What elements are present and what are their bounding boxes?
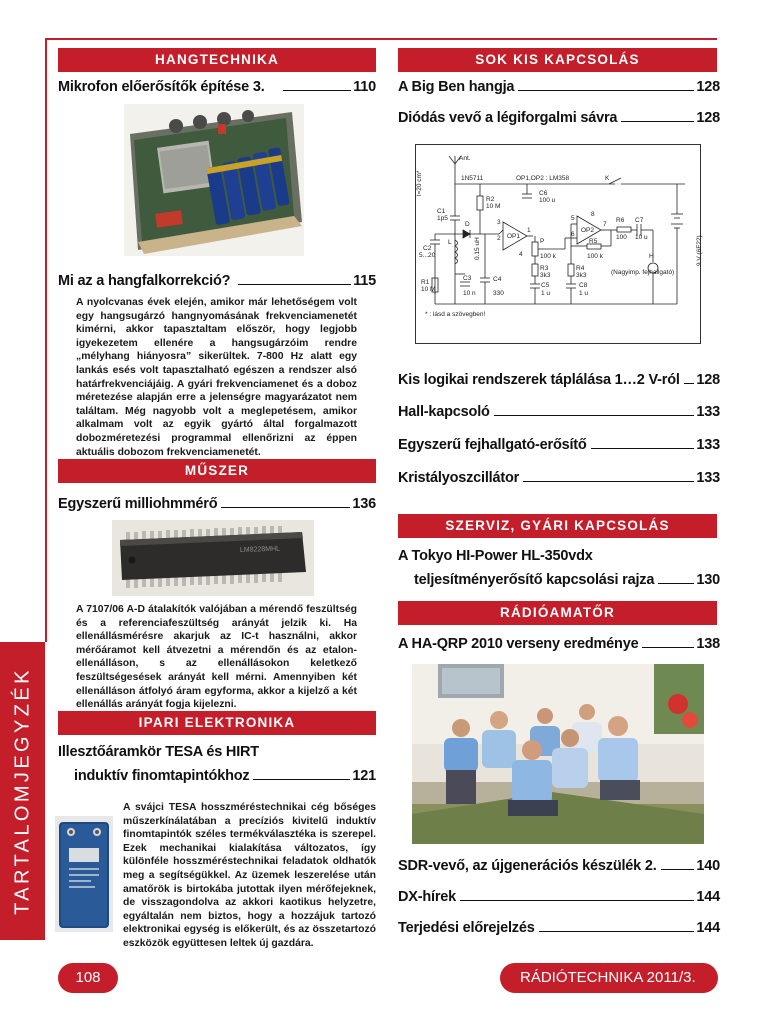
pin-label: 7 [603,221,607,228]
entry-page: 128 [696,372,720,388]
schematic-label: Ant. [459,155,471,162]
article-summary: A 7107/06 A-D átalakítók valójában a mérendő feszültség és a referenciafeszültség arányát jelzik ki. Ha ellenállásmérésre akarjuk az IC-t használni, akkor mérőáramot kell átvezetni a mérendőn és az etalon-ellenálláson, s az ellenállásokon keletkező feszültségesések arányát kell mérni. Amennyiben két ellenálláson átfolyó áram egyforma, akkor a kijelző a két ellenállás arányát fogja kijelezni. [76,604,357,711]
entry-page: 121 [352,768,376,784]
schematic-label: 3k3 [576,272,587,279]
schematic-label: 3k3 [540,272,551,279]
schematic-label: 10 M [421,286,436,293]
entry-page: 130 [696,572,720,588]
toc-entry[interactable] [398,110,720,126]
schematic-label: 330 [493,290,504,297]
leader-line [494,415,695,416]
entry-page: 128 [696,110,720,126]
section-ipari-elektronika: IPARI ELEKTRONIKA [58,711,376,735]
leader-line [658,583,694,584]
entry-title: Mi az a hangfalkorrekció? [58,273,231,289]
entry-page: 136 [352,496,376,512]
schematic-label: (Nagyimp. fejhallgató) [611,269,675,276]
schematic-label: 1 u [541,290,551,297]
entry-page: 115 [353,273,376,289]
entry-title: Hall-kapcsoló [398,404,490,420]
schematic-label: L [448,239,452,246]
entry-page: 133 [696,470,720,486]
pin-label: 2 [497,235,501,242]
entry-page: 133 [696,437,720,453]
toc-entry[interactable] [398,920,720,936]
toc-entry-title-line1[interactable] [398,548,720,564]
page-number-badge [58,963,118,993]
schematic-label: 1N5711 [461,175,484,182]
pin-label: 5 [571,215,575,222]
article-summary: A svájci TESA hosszméréstechnikai cég bőséges műszerkínálatában a precíziós kivitelű induktív finomtapintók széles termékválasztéka is szerepel. Ezek mechanikai kialakítása változatos, így különféle hosszméréstechnikai feladatok oldhatók meg a segítségükkel. Az üzemek leszerelése után amatőrök is birtokába jutottak ilyen mérőfejeknek, de visszagondolva az akkori kaotikus helyzetre, egyáltalán nem biztos, hogy a hozzájuk tartozó elektronikai egység is előkerült, és az összetartozó eszközök együttesen leltek új gazdára. [123,802,376,949]
leader-line [523,481,694,482]
schematic-label: D [465,221,470,228]
leader-line [539,931,695,932]
toc-entry[interactable] [398,470,720,486]
schematic-label: C4 [493,276,502,283]
toc-entry[interactable] [414,572,720,588]
schematic-label: R6 [616,217,625,224]
ic-chip-photo [112,520,314,596]
schematic-label: OP2 [581,227,595,234]
schematic-note: * : lásd a szövegben! [425,311,486,318]
toc-entry[interactable] [58,79,376,95]
entry-page: 140 [696,858,720,874]
schematic-label: C2 [423,245,432,252]
toc-entry[interactable] [74,768,376,784]
toc-entry[interactable] [398,858,720,874]
entry-title: A HA-QRP 2010 verseny eredménye [398,636,639,652]
schematic-label: R1 [421,279,430,286]
schematic-label: OP1,OP2 : LM358 [516,175,570,182]
toc-entry[interactable] [58,273,376,289]
entry-title: teljesítményerősítő kapcsolási rajza [414,572,655,588]
schematic-label: R5 [589,238,598,245]
toc-entry[interactable] [398,889,720,905]
schematic-label: R3 [540,265,549,272]
schematic-label: 9 V (6F22) [696,235,703,266]
leader-line [591,448,695,449]
toc-entry[interactable] [398,372,720,388]
section-sok-kis-kapcsolas: SOK KIS KAPCSOLÁS [398,48,717,72]
schematic-label: 100 u [539,197,556,204]
entry-title: Diódás vevő a légiforgalmi sávra [398,110,618,126]
schematic-label: R2 [486,196,495,203]
schematic-label: l=20 cm* [416,170,423,196]
entry-title: A Big Ben hangja [398,79,515,95]
entry-page: 144 [696,889,720,905]
schematic-label: C7 [635,217,644,224]
entry-title: Kristályoszcillátor [398,470,520,486]
schematic-label: C3 [463,275,472,282]
top-rule [45,38,717,40]
schematic-label: 10 u [635,234,648,241]
leader-line [460,900,694,901]
entry-title: Egyszerű fejhallgató-erősítő [398,437,587,453]
schematic-label: 1p5 [437,215,448,222]
schematic-label: C8 [579,282,588,289]
schematic-label: OP1 [507,233,521,240]
pin-label: 3 [497,219,501,226]
entry-title: Terjedési előrejelzés [398,920,535,936]
toc-entry[interactable] [398,79,720,95]
journal-title: RÁDIÓTECHNIKA 2011/3. [520,969,696,986]
schematic-label: C1 [437,208,446,215]
schematic-label: 100 k [540,253,556,260]
pin-label: 8 [591,211,595,218]
left-rule [45,38,47,642]
toc-entry[interactable] [398,437,720,453]
entry-title: Illesztőáramkör TESA és HIRT [58,744,259,760]
leader-line [684,383,695,384]
leader-line [283,90,352,91]
page-number: 108 [75,969,101,986]
section-hangtechnika: HANGTECHNIKA [58,48,376,72]
article-summary: A nyolcvanas évek elején, amikor már lehetőségem volt egy hangsugárzó hangnyomásának frekvenciamenetét kimérni, akkor tapasztaltam először, hogy legjobb igyekezetem ellenére a hangsugárzóim rendre „mélyhang hiányosra” sikerültek. 7-800 Hz alatt egy lankás esés volt tapasztalható egészen a rendszer alsó határfrekvenciájáig. A gyári frekvenciamenet és a doboz méretezése alapján erre a jelenségre magyarázatot nem találtam. Még nagyobb volt a meglepetésem, amikor alkalmam volt az egyik gyártó által forgalmazott dobozméretezési programmal ellenőrizni az éppen aktuális dobozom frekvenciamenetét. [76,297,357,458]
leader-line [661,869,695,870]
schematic-label: 10 n [463,290,476,297]
entry-page: 110 [353,79,376,95]
schematic-label: 5...20 [419,252,436,259]
section-muszer: MŰSZER [58,459,376,483]
entry-title: DX-hírek [398,889,457,905]
entry-page: 133 [696,404,720,420]
journal-badge [500,963,718,993]
sidebar-label: TARTALOMJEGYZÉK [11,667,33,915]
toc-sidebar [0,642,45,940]
entry-title: Mikrofon előerősítők építése 3. [58,79,265,95]
leader-line [621,121,694,122]
preamp-photo [124,104,304,256]
entry-title: Egyszerű milliohmmérő [58,496,218,512]
entry-title: SDR-vevő, az újgenerációs készülék 2. [398,858,657,874]
schematic-label: C6 [539,190,548,197]
section-radioamator: RÁDIÓAMATŐR [398,601,717,625]
entry-title: induktív finomtapintókhoz [74,768,250,784]
section-szerviz: SZERVIZ, GYÁRI KAPCSOLÁS [398,514,717,538]
schematic-label: 100 [616,234,627,241]
schematic-label: R4 [576,265,585,272]
entry-title: A Tokyo HI-Power HL-350vdx [398,548,593,564]
entry-page: 138 [696,636,720,652]
leader-line [642,647,694,648]
pin-label: 6 [571,231,575,238]
schematic-label: P [540,238,545,245]
tesa-device-photo [55,816,113,932]
entry-page: 128 [696,79,720,95]
leader-line [518,90,694,91]
chip-marking: LM8228MHL [239,545,281,554]
schematic-label: 0.15 uH [474,237,481,260]
receiver-schematic [415,144,701,344]
pin-label: 1 [527,227,531,234]
leader-line [221,507,350,508]
toc-entry-title-line1[interactable] [58,744,376,760]
schematic-label: 10 M [486,203,501,210]
entry-title: Kis logikai rendszerek táplálása 1…2 V-ról [398,372,680,388]
group-photo [412,664,704,844]
toc-entry[interactable] [398,636,720,652]
schematic-label: H [649,253,654,260]
toc-entry[interactable] [398,404,720,420]
toc-entry[interactable] [58,496,376,512]
pin-label: 4 [519,251,523,258]
schematic-label: K [605,175,610,182]
leader-line [238,284,351,285]
schematic-label: 1 u [579,290,589,297]
schematic-label: 100 k [587,253,603,260]
entry-page: 144 [696,920,720,936]
leader-line [253,779,350,780]
schematic-label: C5 [541,282,550,289]
